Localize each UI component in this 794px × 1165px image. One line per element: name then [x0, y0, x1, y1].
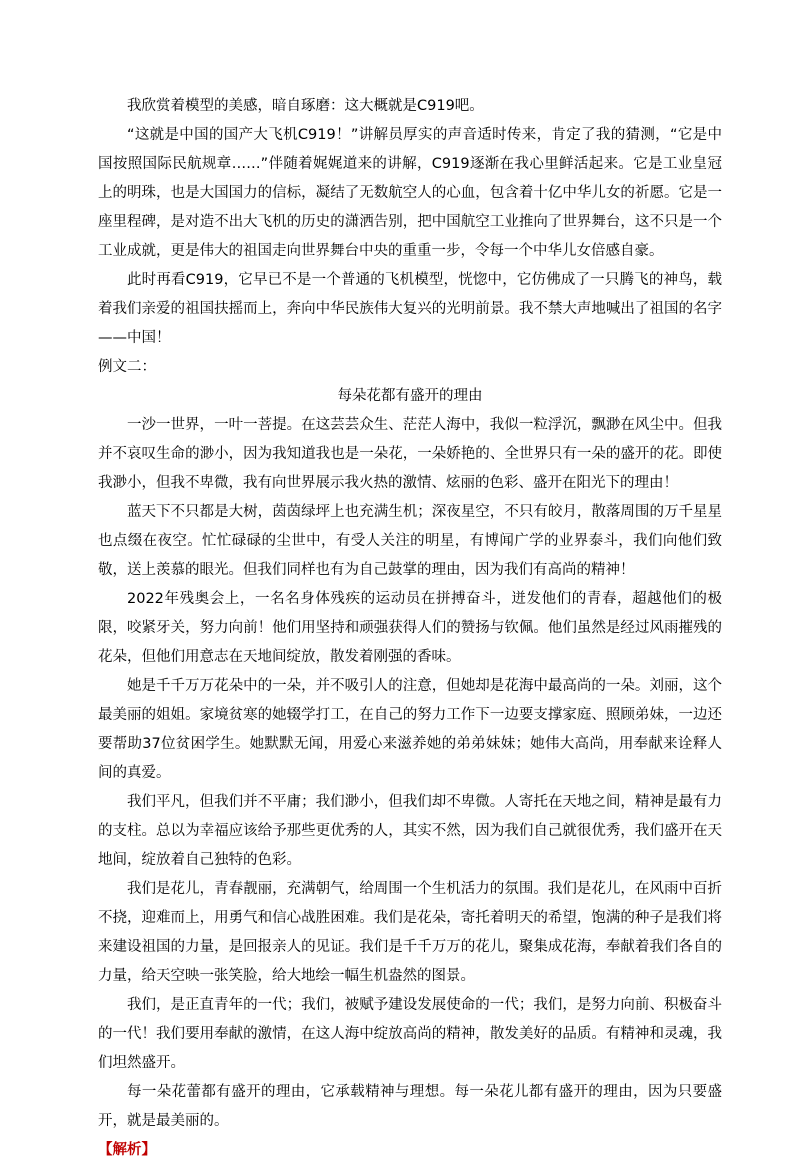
paragraph: “这就是中国的国产大飞机C919！”讲解员厚实的声音适时传来，肯定了我的猜测，“它是中国按照国际民航规章……”伴随着娓娓道来的讲解，C919逐渐在我心里鲜活起来。它是工业皇冠上的明珠，也是大国国力的信标，凝结了无数航空人的心血，包含着十亿中华儿女的祈愿。它是一座里程碑，是对造不出大飞机的历史的潇洒告别，把中国航空工业推向了世界舞台，这不只是一个工业成就，更是伟大的祖国走向世界舞台中央的重重一步，令每一个中华儿女倍感自豪。	[98, 127, 722, 259]
paragraph: 此时再看C919，它早已不是一个普通的飞机模型，恍惚中，它仿佛成了一只腾飞的神鸟，载着我们亲爱的祖国扶摇而上，奔向中华民族伟大复兴的光明前景。我不禁大声地喊出了祖国的名字——中国！	[98, 272, 722, 346]
paragraph: 蓝天下不只都是大树，茵茵绿坪上也充满生机；深夜星空，不只有皎月，散落周围的万千星星也点缀在夜空。忙忙碌碌的尘世中，有受人关注的明星，有博闻广学的业界泰斗，我们向他们致敬，送上羡慕的眼光。但我们同样也有为自己鼓掌的理由，因为我们有高尚的精神！	[98, 504, 722, 578]
paragraph: 我欣赏着模型的美感，暗自琢磨：这大概就是C919吧。	[127, 98, 484, 114]
paragraph: 我们，是正直青年的一代；我们，被赋予建设发展使命的一代；我们，是努力向前、积极奋斗的一代！我们要用奉献的激情，在这人海中绽放高尚的精神，散发美好的品质。有精神和灵魂，我们坦然盛开。	[98, 997, 722, 1071]
example-label: 例文二：	[98, 359, 156, 375]
paragraph: 一沙一世界，一叶一菩提。在这芸芸众生、茫茫人海中，我似一粒浮沉，飘渺在风尘中。但我并不哀叹生命的渺小，因为我知道我也是一朵花，一朵娇艳的、全世界只有一朵的盛开的花。即使我渺小，但我不卑微，我有向世界展示我火热的激情、炫丽的色彩、盛开在阳光下的理由！	[98, 417, 722, 491]
analysis-label: 【解析】	[98, 1142, 156, 1158]
paragraph: 每一朵花蕾都有盛开的理由，它承载精神与理想。每一朵花儿都有盛开的理由，因为只要盛开，就是最美丽的。	[98, 1084, 722, 1129]
paragraph: 我们平凡，但我们并不平庸；我们渺小，但我们却不卑微。人寄托在天地之间，精神是最有力的支柱。总以为幸福应该给予那些更优秀的人，其实不然，因为我们自己就很优秀，我们盛开在天地间，绽放着自己独特的色彩。	[98, 794, 722, 868]
paragraph: 2022年残奥会上，一名名身体残疾的运动员在拼搏奋斗，迸发他们的青春，超越他们的极限，咬紧牙关，努力向前！他们用坚持和顽强获得人们的赞扬与钦佩。他们虽然是经过风雨摧残的花朵，但他们用意志在天地间绽放，散发着刚强的香味。	[98, 591, 722, 665]
essay-title: 每朵花都有盛开的理由	[337, 388, 483, 404]
paragraph: 我们是花儿，青春靓丽，充满朝气，给周围一个生机活力的氛围。我们是花儿，在风雨中百折不挠，迎难而上，用勇气和信心战胜困难。我们是花朵，寄托着明天的希望，饱满的种子是我们将来建设祖国的力量，是回报亲人的见证。我们是千千万万的花儿，聚集成花海，奉献着我们各自的力量，给天空映一张笑脸，给大地绘一幅生机盎然的图景。	[98, 881, 722, 984]
paragraph: 她是千千万万花朵中的一朵，并不吸引人的注意，但她却是花海中最高尚的一朵。刘丽，这个最美丽的姐姐。家境贫寒的她辍学打工，在自己的努力工作下一边要支撑家庭、照顾弟妹，一边还要帮助37位贫困学生。她默默无闻，用爱心来滋养她的弟弟妹妹；她伟大高尚，用奉献来诠释人间的真爱。	[98, 678, 722, 781]
